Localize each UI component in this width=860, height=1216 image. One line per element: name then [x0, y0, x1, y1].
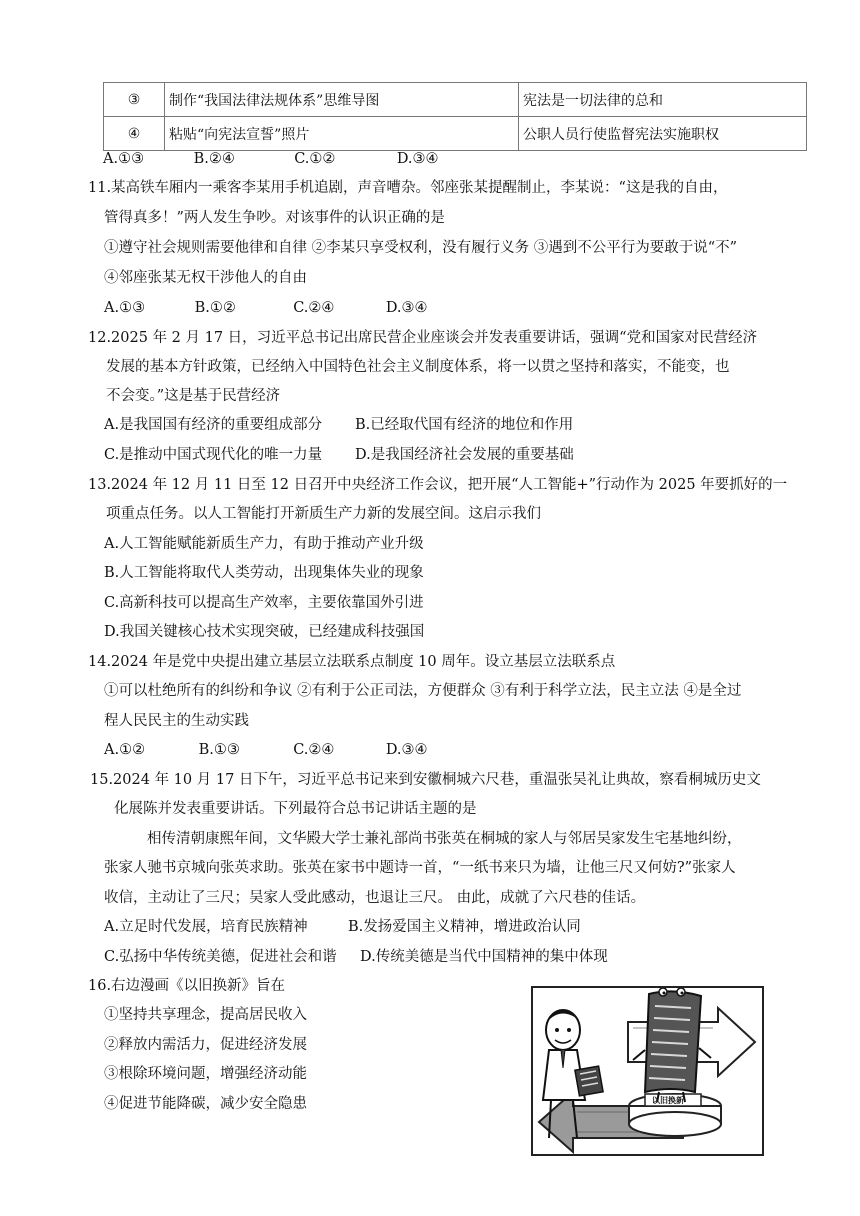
q10-options	[103, 149, 439, 169]
table-row	[104, 117, 807, 151]
q12-stem-line3: 不会变。”这是基于民营经济	[106, 388, 281, 404]
q11-items-line2: ④邻座张某无权干涉他人的自由	[104, 270, 307, 286]
q13-stem-line1: 13.2024 年 12 月 11 日至 12 日召开中央经济工作会议，把开展“人工智能+”行动作为 2025 年要抓好的一	[88, 477, 788, 493]
q15-option-c[interactable]: C.弘扬中华传统美德，促进社会和谐	[104, 949, 337, 965]
q11-options	[104, 298, 428, 318]
q11-items-line1: ①遵守社会规则需要他律和自律 ②李某只享受权利，没有履行义务 ③遇到不公平行为要敢于说“不”	[104, 240, 738, 256]
q12-option-d[interactable]: D.是我国经济社会发展的重要基础	[355, 447, 574, 463]
q15-material-line3: 收信，主动让了三尺；吴家人受此感动，也退让三尺。 由此，成就了六尺巷的佳话。	[104, 890, 646, 906]
row-activity: 制作“我国法律法规体系”思维导图	[165, 83, 519, 117]
q13-option-a[interactable]: A.人工智能赋能新质生产力，有助于推动产业升级	[104, 536, 424, 552]
q13-option-b[interactable]: B.人工智能将取代人类劳动，出现集体失业的现象	[104, 565, 424, 581]
q16-item-4: ④促进节能降碳，减少安全隐患	[104, 1096, 307, 1112]
q11-stem-line1: 11.某高铁车厢内一乘客李某用手机追剧，声音嘈杂。邻座张某提醒制止，李某说：“这是我的自由，	[88, 180, 728, 196]
option-a[interactable]: A.①②	[104, 742, 146, 758]
q15-stem-line1: 15.2024 年 10 月 17 日下午，习近平总书记来到安徽桐城六尺巷，重温张吴礼让典故，察看桐城历史文	[90, 772, 761, 788]
comic-sign-label: 以旧换新	[652, 1096, 684, 1105]
q12-stem-line2: 发展的基本方针政策，已经纳入中国特色社会主义制度体系，将一以贯之坚持和落实，不能变，也	[106, 359, 730, 375]
q14-items-line2: 程人民民主的生动实践	[104, 713, 249, 729]
option-d[interactable]: D.③④	[396, 151, 439, 167]
q15-option-d[interactable]: D.传统美德是当代中国精神的集中体现	[360, 949, 608, 965]
option-c[interactable]: C.②④	[293, 300, 335, 316]
q12-option-c[interactable]: C.是推动中国式现代化的唯一力量	[104, 447, 323, 463]
option-b[interactable]: B.①③	[198, 742, 240, 758]
q16-stem: 16.右边漫画《以旧换新》旨在	[88, 978, 286, 994]
option-d[interactable]: D.③④	[385, 300, 428, 316]
q12-option-b[interactable]: B.已经取代国有经济的地位和作用	[355, 417, 574, 433]
q13-stem-line2: 项重点任务。以人工智能打开新质生产力新的发展空间。这启示我们	[106, 506, 541, 522]
q16-item-3: ③根除环境问题，增强经济动能	[104, 1066, 307, 1082]
q12-option-a[interactable]: A.是我国国有经济的重要组成部分	[104, 417, 323, 433]
q16-item-1: ①坚持共享理念，提高居民收入	[104, 1007, 307, 1023]
row-point: 宪法是一切法律的总和	[519, 83, 807, 117]
q14-items-line1: ①可以杜绝所有的纠纷和争议 ②有利于公正司法，方便群众 ③有利于科学立法，民主立法 ④是全过	[104, 683, 742, 699]
answer-options-table	[103, 82, 807, 151]
q15-option-a[interactable]: A.立足时代发展，培育民族精神	[104, 919, 308, 935]
row-point: 公职人员行使监督宪法实施职权	[519, 117, 807, 151]
option-a[interactable]: A.①③	[104, 300, 146, 316]
row-number: ④	[104, 117, 165, 151]
comic-illustration	[533, 988, 762, 1154]
q13-option-c[interactable]: C.高新科技可以提高生产效率，主要依靠国外引进	[104, 595, 424, 611]
option-a[interactable]: A.①③	[103, 151, 145, 167]
row-activity: 粘贴“向宪法宣誓”照片	[165, 117, 519, 151]
option-d[interactable]: D.③④	[385, 742, 428, 758]
table-row	[104, 83, 807, 117]
q14-options	[104, 740, 428, 760]
q13-option-d[interactable]: D.我国关键核心技术实现突破，已经建成科技强国	[104, 624, 425, 640]
option-c[interactable]: C.①②	[294, 151, 336, 167]
row-number: ③	[104, 83, 165, 117]
q14-stem-line1: 14.2024 年是党中央提出建立基层立法联系点制度 10 周年。设立基层立法联系点	[88, 654, 616, 670]
q15-stem-line2: 化展陈并发表重要讲话。下列最符合总书记讲话主题的是	[114, 801, 477, 817]
q15-material-line1: 相传清朝康熙年间，文华殿大学士兼礼部尚书张英在桐城的家人与邻居吴家发生宅基地纠纷，	[147, 831, 742, 847]
option-c[interactable]: C.②④	[293, 742, 335, 758]
q12-stem-line1: 12.2025 年 2 月 17 日，习近平总书记出席民营企业座谈会并发表重要讲话，强调“党和国家对民营经济	[88, 330, 758, 346]
q15-option-b[interactable]: B.发扬爱国主义精神，增进政治认同	[348, 919, 581, 935]
trade-in-comic	[531, 986, 764, 1156]
q16-item-2: ②释放内需活力，促进经济发展	[104, 1037, 307, 1053]
q15-material-line2: 张家人驰书京城向张英求助。张英在家书中题诗一首，“一纸书来只为墙，让他三尺又何妨?”张家人	[104, 860, 736, 876]
option-b[interactable]: B.②④	[193, 151, 235, 167]
q11-stem-line2: 管得真多！”两人发生争吵。对该事件的认识正确的是	[104, 210, 445, 226]
option-b[interactable]: B.①②	[194, 300, 236, 316]
